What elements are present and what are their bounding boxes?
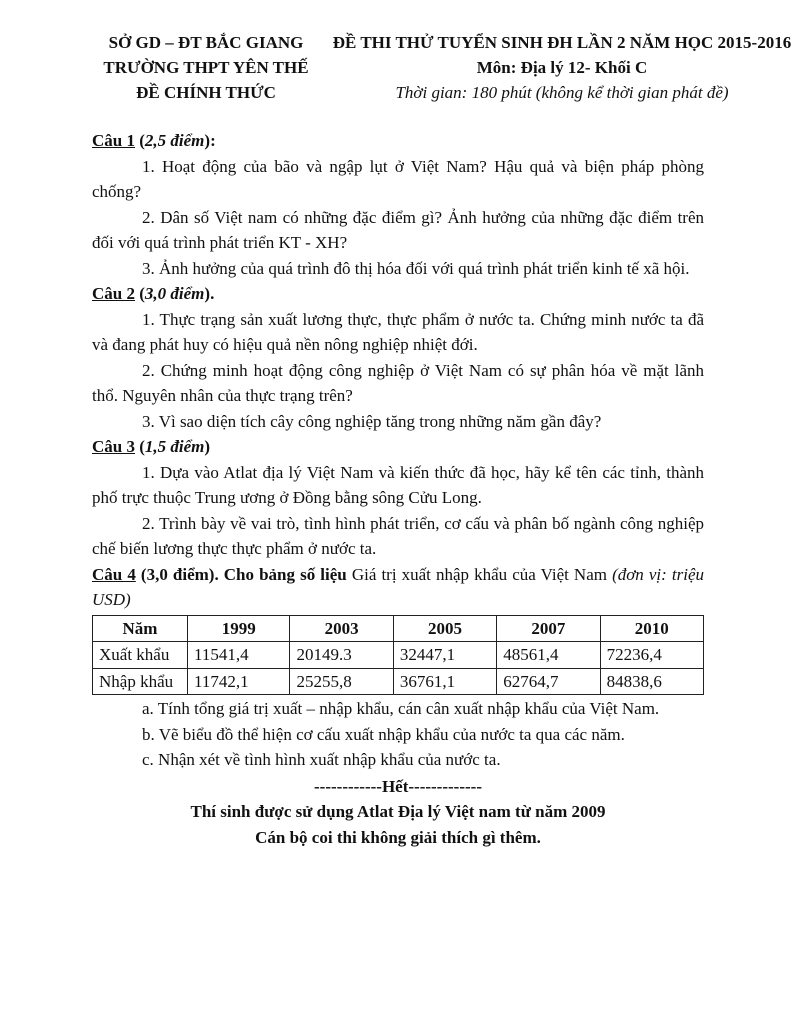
- table-row: [93, 642, 704, 669]
- question-3-item: 1. Dựa vào Atlat địa lý Việt Nam và kiến thức đã học, hãy kể tên các tỉnh, thành phố trực thuộc Trung ương ở Đồng bằng sông Cửu Long.: [92, 462, 704, 507]
- table-cell: Nhập khẩu: [93, 668, 188, 695]
- table-cell: 11541,4: [188, 642, 290, 669]
- question-2-item: 1. Thực trạng sản xuất lương thực, thực phẩm ở nước ta. Chứng minh nước ta đã và đang phát huy có hiệu quả nền nông nghiệp nhiệt đới.: [92, 309, 704, 354]
- table-cell: 32447,1: [393, 642, 496, 669]
- end-marker: ------------Hết-------------: [314, 776, 482, 796]
- question-3-points: 1,5 điểm: [144, 437, 205, 456]
- table-cell: 84838,6: [600, 668, 703, 695]
- question-1-item: 3. Ảnh hưởng của quá trình đô thị hóa đối với quá trình phát triển kinh tế xã hội.: [142, 258, 690, 278]
- question-1-open: (: [134, 131, 145, 150]
- official-label: ĐỀ CHÍNH THỨC: [136, 83, 276, 102]
- school-name: TRƯỜNG THPT YÊN THẾ: [103, 58, 309, 77]
- question-2-label: Câu 2: [92, 284, 135, 303]
- question-2-item: 3. Vì sao diện tích cây công nghiệp tăng trong những năm gần đây?: [142, 411, 602, 431]
- question-3-open: (: [134, 437, 145, 456]
- question-4-item: a. Tính tổng giá trị xuất – nhập khẩu, cán cân xuất nhập khẩu của Việt Nam.: [142, 699, 660, 718]
- footer-note-atlas: Thí sinh được sử dụng Atlat Địa lý Việt nam từ năm 2009: [190, 802, 606, 821]
- question-1-points: 2,5 điểm: [144, 131, 205, 150]
- table-header-cell: 2010: [600, 615, 703, 642]
- question-3-label: Câu 3: [92, 437, 135, 456]
- question-4-item: b. Vẽ biểu đồ thể hiện cơ cấu xuất nhập khẩu của nước ta qua các năm.: [142, 724, 625, 744]
- table-cell: 25255,8: [290, 668, 393, 695]
- question-4-item: c. Nhận xét về tình hình xuất nhập khẩu của nước ta.: [142, 750, 501, 769]
- question-3-item: 2. Trình bày về vai trò, tình hình phát triển, cơ cấu và phân bố ngành công nghiệp chế biến lương thực thực phẩm ở nước ta.: [92, 513, 704, 558]
- department-name: SỞ GD – ĐT BẮC GIANG: [108, 33, 304, 52]
- table-cell: 62764,7: [497, 668, 600, 695]
- exam-time: Thời gian: 180 phút (không kể thời gian phát đề): [395, 83, 729, 102]
- table-header-row: [93, 615, 704, 642]
- table-header-cell: 2007: [497, 615, 600, 642]
- question-4-text: Giá trị xuất nhập khẩu của Việt Nam: [346, 564, 613, 584]
- table-header-cell: 2003: [290, 615, 393, 642]
- question-1-label: Câu 1: [92, 131, 135, 150]
- table-cell: Xuất khẩu: [93, 642, 188, 669]
- table-cell: 20149.3: [290, 642, 393, 669]
- question-4-title: [92, 562, 704, 613]
- table-header-cell: 2005: [393, 615, 496, 642]
- table-cell: 36761,1: [393, 668, 496, 695]
- question-2-title: [92, 281, 704, 307]
- question-1-title: [92, 128, 704, 154]
- question-4-bold: (3,0 điểm). Cho bảng số liệu: [135, 564, 347, 584]
- footer-note-proctor: Cán bộ coi thi không giải thích gì thêm.: [255, 827, 541, 847]
- trade-table: [92, 615, 704, 696]
- table-cell: 11742,1: [188, 668, 290, 695]
- table-cell: 72236,4: [600, 642, 703, 669]
- exam-subject: Môn: Địa lý 12- Khối C: [476, 58, 648, 77]
- question-2-close: ).: [204, 284, 215, 303]
- question-1-item: 1. Hoạt động của bão và ngập lụt ở Việt Nam? Hậu quả và biện pháp phòng chống?: [92, 156, 704, 201]
- header-right: [330, 30, 794, 105]
- exam-title: ĐỀ THI THỬ TUYỂN SINH ĐH LẦN 2 NĂM HỌC 2015-2016: [332, 33, 792, 52]
- question-3-title: [92, 434, 704, 460]
- question-2-item: 2. Chứng minh hoạt động công nghiệp ở Việt Nam có sự phân hóa về mặt lãnh thổ. Nguyên nhân của thực trạng trên?: [92, 360, 704, 405]
- table-row: [93, 668, 704, 695]
- question-2-open: (: [134, 284, 145, 303]
- table-header-cell: Năm: [93, 615, 188, 642]
- table-header-cell: 1999: [188, 615, 290, 642]
- question-1-item: 2. Dân số Việt nam có những đặc điểm gì? Ảnh hưởng của những đặc điểm trên đối với quá trình phát triển KT - XH?: [92, 207, 704, 252]
- header-left: [86, 30, 326, 105]
- exam-body: [92, 128, 704, 850]
- question-2-points: 3,0 điểm: [144, 284, 205, 303]
- table-cell: 48561,4: [497, 642, 600, 669]
- question-3-close: ): [204, 437, 211, 456]
- question-1-close: ):: [204, 131, 216, 150]
- question-4-unit: (đơn vị: triệu USD): [92, 564, 704, 609]
- question-4-label: Câu 4: [92, 564, 136, 584]
